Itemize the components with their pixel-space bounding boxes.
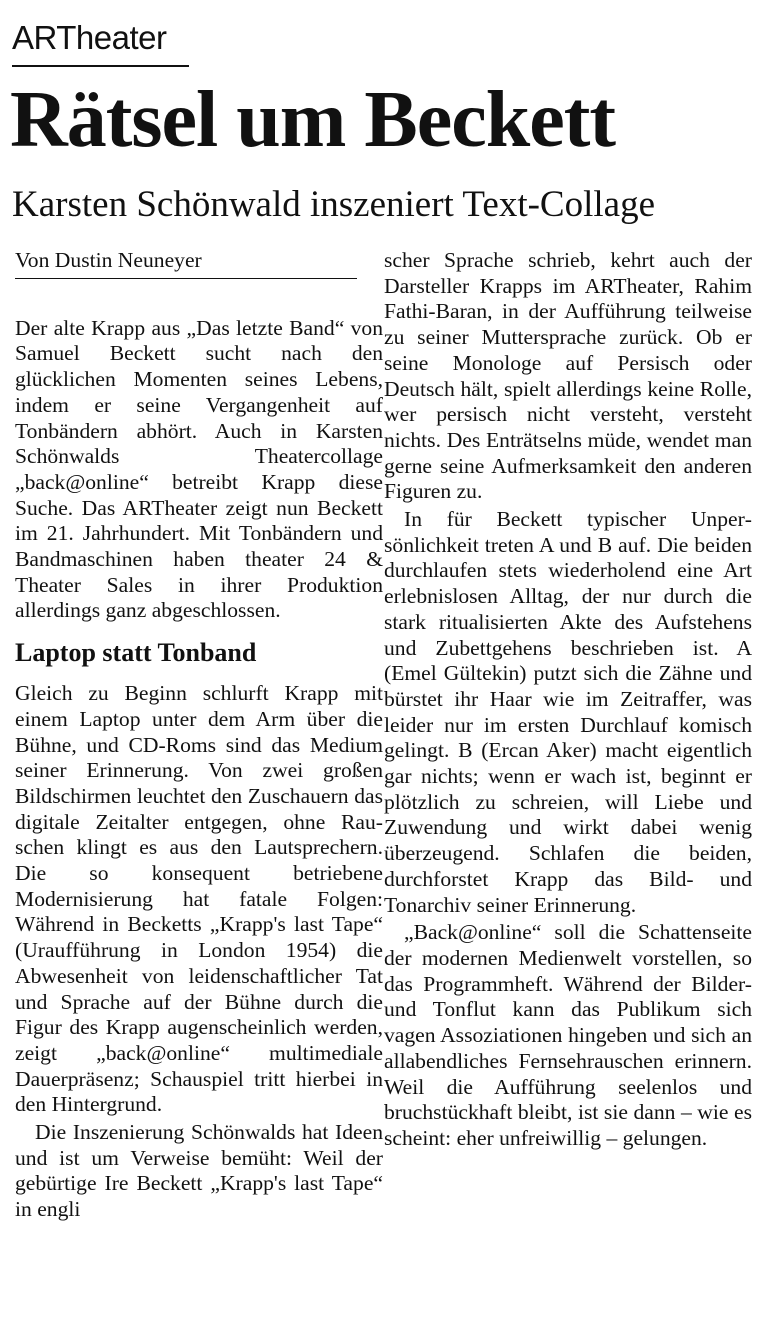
- rubric-underline: [12, 65, 189, 67]
- article-column-left: [15, 248, 383, 1223]
- paragraph-2: Gleich zu Beginn schlurft Krapp mit einem Laptop unter dem Arm über die Bühne, und CD-Roms sind das Medium seiner Erinnerung. Von zwei großen Bildschirmen leuchtet den Zuschauern das digitale Zeitalter entgegen, ohne Rauschen klingt es aus den Lautsprechern. Die so konsequent betriebene Modernisierung hat fatale Folgen: Während in Becketts „Krapp's last Tape“ (Uraufführung in London 1954) die Abwesenheit von leidenschaftlicher Tat und Sprache auf der Bühne durch die Figur des Krapp augenscheinlich werden, zeigt „back@online“ multimediale Dauerpräsenz; Schauspiel tritt hierbei in den Hintergrund.: [15, 681, 383, 1117]
- paragraph-5: „Back@online“ soll die Schattenseite der modernen Medienwelt vorstellen, so das Programmheft. Während der Bilder- und Tonflut kann das Publikum sich vagen Assoziationen hingeben und sich an allabendliches Fernsehrauschen erinnern. Weil die Aufführung seelenlos und bruchstückhaft bleibt, ist sie dann – wie es scheint: eher unfreiwillig – gelungen.: [384, 920, 752, 1150]
- headline: Rätsel um Beckett: [10, 76, 616, 164]
- rubric-label: ARTheater: [12, 19, 167, 56]
- paragraph-1: Der alte Krapp aus „Das letzte Band“ von Samuel Beckett sucht nach den glücklichen Momenten seines Lebens, indem er seine Vergangenheit auf Tonbändern abhört. Auch in Karsten Schönwalds Theatercollage „back@online“ betreibt Krapp diese Suche. Das ARTheater zeigt nun Beckett im 21. Jahrhundert. Mit Tonbändern und Bandmaschinen haben theater 24 & Theater Sales in ihrer Produktion allerdings ganz abgeschlossen.: [15, 315, 383, 623]
- byline: Von Dustin Neuneyer: [15, 248, 202, 272]
- paragraph-4: In für Beckett typischer Unpersönlichkeit treten A und B auf. Die beiden durchlaufen stets wiederholend eine Art erlebnislosen Alltag, der nur durch die stark ritualisierten Akte des Aufstehens und Zubettgehens beschrieben ist. A (Emel Gültekin) putzt sich die Zähne und bürstet ihr Haar wie im Zeitraffer, was leider nur im ersten Durchlauf komisch gelingt. B (Ercan Aker) macht eigentlich gar nichts; wenn er wach ist, beginnt er plötzlich zu schreien, will Liebe und Zuwendung und wirkt dabei wenig überzeugend. Schlafen die beiden, durchforstet Krapp das Bild- und Tonarchiv seiner Erinnerung.: [384, 507, 752, 917]
- article-column-right: [384, 248, 752, 1152]
- paragraph-3-start: Die Inszenierung Schönwalds hat Ideen und ist um Verweise bemüht: Weil der gebürtige Ire Beckett „Krapp's last Tape“ in engli: [15, 1120, 383, 1222]
- section-subtitle: Laptop statt Tonband: [15, 638, 257, 668]
- byline-rule: [15, 278, 357, 279]
- paragraph-3-continued: scher Sprache schrieb, kehrt auch der Darsteller Krapps im ARTheater, Rahim Fathi-Baran, in der Aufführung teilweise zu seiner Muttersprache zurück. Ob er seine Monologe auf Persisch oder Deutsch hält, spielt allerdings keine Rolle, wer persisch nicht versteht, versteht nichts. Des Enträtselns müde, wendet man gerne seine Aufmerksamkeit den anderen Figuren zu.: [384, 248, 752, 504]
- subheadline: Karsten Schönwald inszeniert Text-Collage: [12, 184, 656, 225]
